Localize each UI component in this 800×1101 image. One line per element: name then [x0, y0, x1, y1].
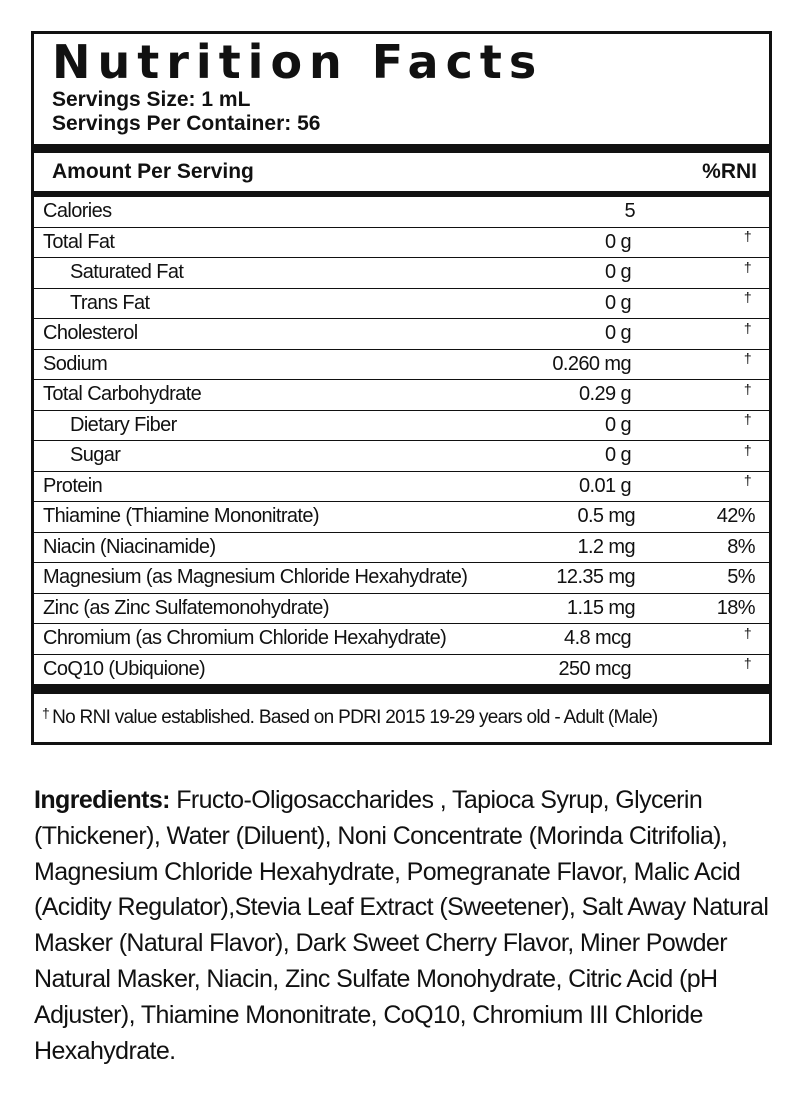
nutrient-rni: 5%: [727, 566, 755, 589]
footnote: [34, 694, 769, 742]
ingredients-title: Ingredients:: [34, 786, 170, 814]
footnote-text: No RNI value established. Based on PDRI 2015 19-29 years old - Adult (Male): [52, 707, 658, 728]
nutrient-amount: 0 g: [604, 261, 631, 284]
nutrient-name: Cholesterol: [43, 322, 138, 345]
nutrient-name: Sodium: [43, 352, 108, 375]
nutrient-name: Total Fat: [43, 230, 115, 253]
nutrient-rni: †: [743, 319, 751, 336]
bottom-divider: [34, 684, 769, 694]
nutrient-amount: 12.35 mg: [556, 566, 635, 589]
nutrient-name: Protein: [43, 474, 103, 497]
nutrient-name: CoQ10 (Ubiquione): [43, 657, 206, 680]
nutrient-amount: 1.2 mg: [577, 535, 635, 558]
nutrient-amount: 0 g: [604, 413, 631, 436]
nutrition-facts-panel: [31, 31, 772, 745]
nutrient-name: Magnesium (as Magnesium Chloride Hexahydrate): [43, 566, 468, 589]
nutrient-name: Zinc (as Zinc Sulfatemonohydrate): [43, 596, 329, 619]
nutrient-amount: 0 g: [604, 230, 631, 253]
amount-per-serving-label: Amount Per Serving: [52, 160, 254, 183]
nutrient-row: [34, 257, 769, 288]
nutrient-name: Trans Fat: [70, 291, 150, 314]
nutrient-amount: 1.15 mg: [566, 596, 635, 619]
amount-header-row: [34, 153, 769, 191]
nutrient-rni: †: [743, 441, 751, 458]
nutrient-amount: 4.8 mcg: [564, 627, 631, 650]
nutrient-row: [34, 501, 769, 532]
nutrient-row: [34, 318, 769, 349]
nutrient-row: [34, 593, 769, 624]
nutrient-amount: 0.260 mg: [552, 352, 631, 375]
serving-size: Servings Size: 1 mL: [52, 88, 251, 111]
nutrient-rni: †: [743, 655, 751, 672]
nutrient-row: [34, 623, 769, 654]
nutrient-row: [34, 532, 769, 563]
nutrient-row: [34, 562, 769, 593]
nutrient-name: Calories: [43, 200, 112, 223]
nutrient-rni: 18%: [716, 596, 755, 619]
nutrient-amount: 250 mcg: [558, 657, 631, 680]
nutrient-name: Total Carbohydrate: [43, 383, 202, 406]
nutrient-name: Niacin (Niacinamide): [43, 535, 216, 558]
servings-per-container: Servings Per Container: 56: [52, 112, 321, 135]
nutrient-row: [34, 288, 769, 319]
thick-divider: [34, 144, 769, 153]
nutrient-name: Thiamine (Thiamine Mononitrate): [43, 505, 319, 528]
footnote-dagger: †: [42, 705, 50, 721]
nutrient-name: Dietary Fiber: [70, 413, 177, 436]
nutrient-rni: 8%: [727, 535, 755, 558]
nutrient-rni: †: [743, 228, 751, 245]
nutrient-rni: †: [743, 289, 751, 306]
nutrient-amount: 0.29 g: [578, 383, 631, 406]
nutrient-amount: 0.01 g: [578, 474, 631, 497]
nutrient-rni: 42%: [716, 505, 755, 528]
nutrient-row: [34, 410, 769, 441]
nutrient-amount: 0 g: [604, 291, 631, 314]
nutrient-rni: †: [743, 624, 751, 641]
nutrient-rni: †: [743, 380, 751, 397]
nutrient-rni: †: [743, 411, 751, 428]
ingredients-text: Fructo-Oligosaccharides , Tapioca Syrup, Glycerin (Thickener), Water (Diluent), Noni Concentrate (Morinda Citrifolia), Magnesium Chloride Hexahydrate, Pomegranate Flavor, Malic Acid (Acidity Regulator),Stevia Leaf Extract (Sweetener), Salt Away Natural Masker (Natural Flavor), Dark Sweet Cherry Flavor, Miner Powder Natural Masker, Niacin, Zinc Sulfate Monohydrate, Citric Acid (pH Adjuster), Thiamine Mononitrate, CoQ10, Chromium III Chloride Hexahydrate.: [34, 786, 769, 1065]
panel-title: Nutrition Facts: [52, 35, 544, 89]
nutrient-name: Chromium (as Chromium Chloride Hexahydrate): [43, 627, 447, 650]
nutrient-row: [34, 440, 769, 471]
nutrient-name: Sugar: [70, 444, 121, 467]
nutrient-amount: 0.5 mg: [577, 505, 635, 528]
nutrient-row: [34, 379, 769, 410]
nutrient-row: [34, 197, 769, 227]
nutrient-name: Saturated Fat: [70, 261, 184, 284]
nutrient-amount: 5: [624, 200, 635, 223]
nutrient-amount: 0 g: [604, 322, 631, 345]
nutrient-row: [34, 227, 769, 258]
nutrient-table: [34, 197, 769, 684]
nutrient-amount: 0 g: [604, 444, 631, 467]
nutrient-row: [34, 349, 769, 380]
nutrient-row: [34, 654, 769, 685]
rni-header-label: %RNI: [702, 160, 757, 183]
nutrient-rni: †: [743, 472, 751, 489]
nutrient-rni: †: [743, 258, 751, 275]
nutrient-row: [34, 471, 769, 502]
nutrient-rni: †: [743, 350, 751, 367]
ingredients-block: [34, 783, 774, 1069]
